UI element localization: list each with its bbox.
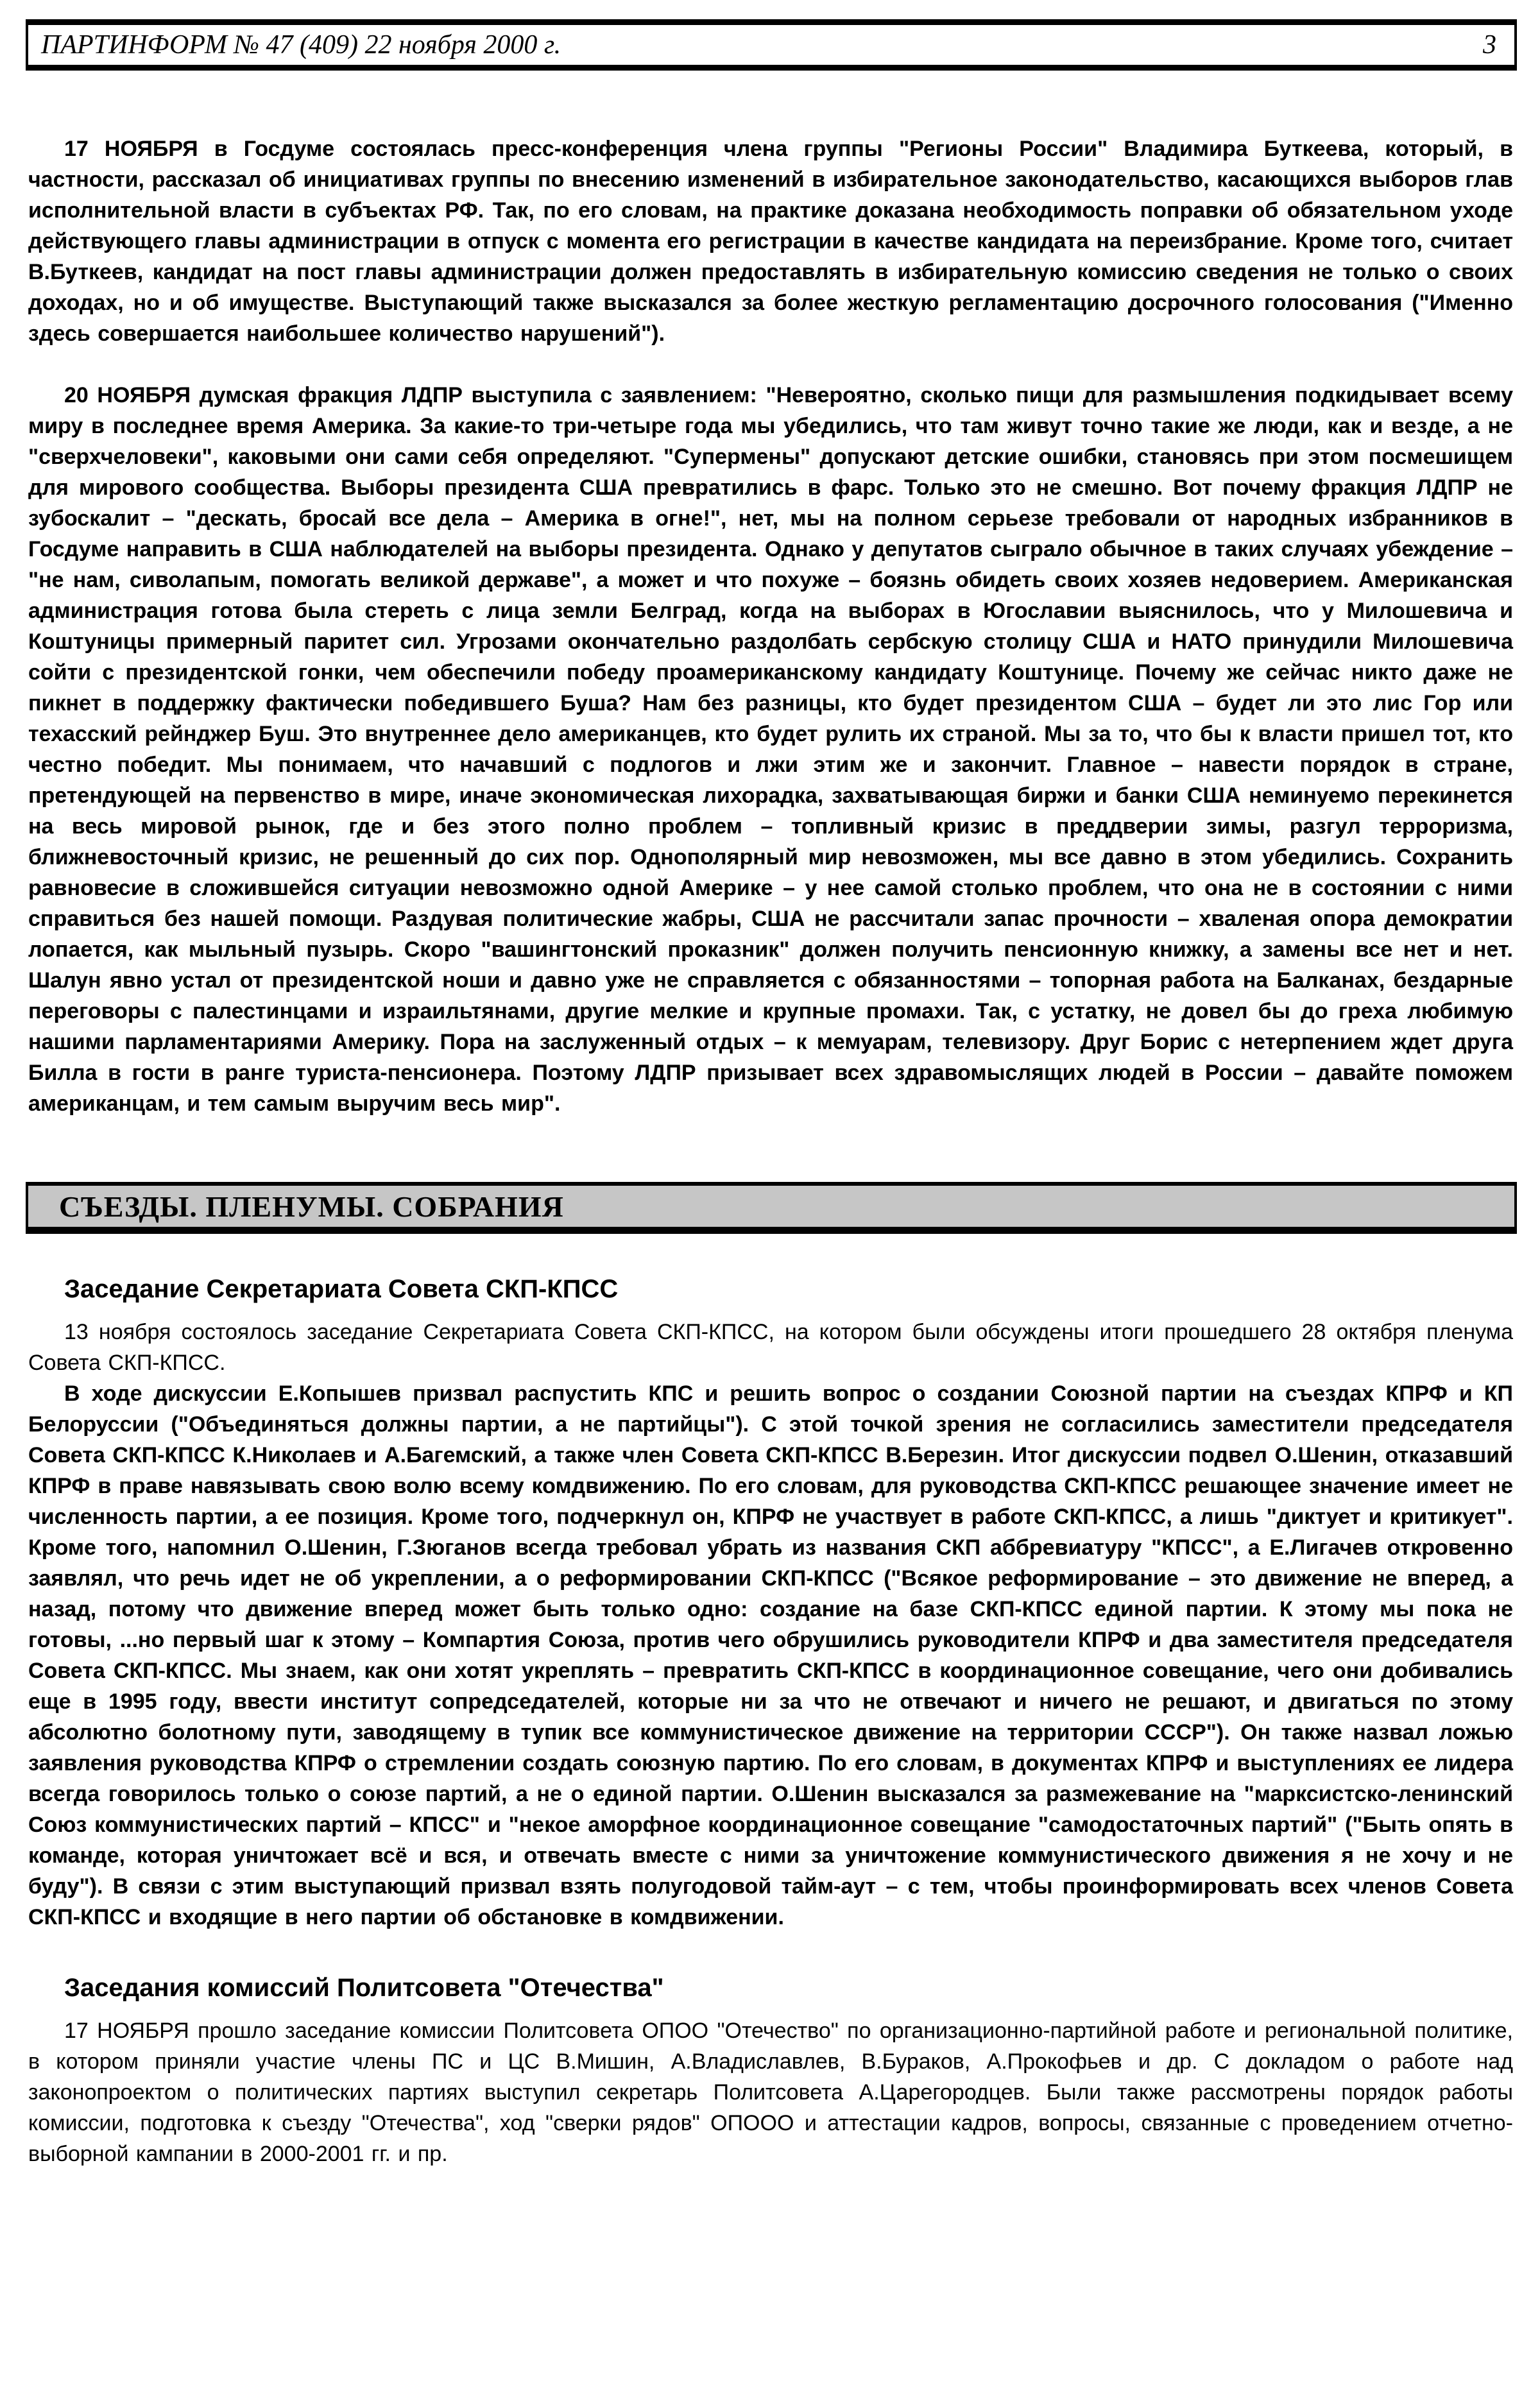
section-title: СЪЕЗДЫ. ПЛЕНУМЫ. СОБРАНИЯ: [59, 1190, 564, 1223]
page-body: [28, 133, 1513, 1119]
article-paragraph-skp-intro: 13 ноября состоялось заседание Секретариата Совета СКП-КПСС, на котором были обсуждены итоги прошедшего 28 октября пленума Совета СКП-КПСС.: [28, 1320, 1513, 1375]
article-heading-otechestvo: Заседания комиссий Политсовета "Отечества": [64, 1974, 664, 2002]
news-paragraph-ldpr-statement: 20 НОЯБРЯ думская фракция ЛДПР выступила с заявлением: "Невероятно, сколько пищи для размышления подкидывает всему миру в последнее время Америка. За какие-то три-четыре года мы убедились, что там живут точно такие же люди, как и везде, а не "сверхчеловеки", каковыми они сами себя определяют. "Супермены" допускают детские ошибки, становясь при этом посмешищем для мирового сообщества. Выборы президента США превратились в фарс. Только это не смешно. Вот почему фракция ЛДПР не зубоскалит – "дескать, бросай все дела – Америка в огне!", нет, мы на полном серьезе требовали от народных избранников в Госдуме направить в США наблюдателей на выборы президента. Однако у депутатов сыграло обычное в таких случаях убеждение – "не нам, сиволапым, помогать великой державе", а может и что похуже – боязнь обидеть своих хозяев недоверием. Американская администрация готова была стереть с лица земли Белград, когда на выборах в Югославии выяснилось, что у Милошевича и Коштуницы примерный паритет сил. Угрозами окончательно раздолбать сербскую столицу США и НАТО принудили Милошевича сойти с президентской гонки, чем обеспечили победу проамериканскому кандидату Коштунице. Почему же сейчас никто даже не пикнет в поддержку фактически победившего Буша? Нам без разницы, кто будет президентом США – будет ли это лис Гор или техасский рейнджер Буш. Это внутреннее дело американцев, кто будет рулить их страной. Мы за то, что бы к власти пришел тот, кто честно победит. Мы понимаем, что начавший с подлогов и лжи этим же и закончит. Главное – навести порядок в стране, претендующей на первенство в мире, иначе экономическая лихорадка, захватывающая биржи и банки США неминуемо перекинется на весь мировой рынок, где и без этого полно проблем – топливный кризис в преддверии зимы, разгул терроризма, ближневосточный кризис, не решенный до сих пор. Однополярный мир невозможен, мы все давно в этом убедились. Сохранить равновесие в сложившейся ситуации невозможно одной Америке – у нее самой столько проблем, что она не в состоянии с ними справиться без нашей помощи. Раздувая политические жабры, США не рассчитали запас прочности – хваленая опора демократии лопается, как мыльный пузырь. Скоро "вашингтонский проказник" должен получить пенсионную книжку, а замены все нет и нет. Шалун явно устал от президентской ноши и давно уже не справляется с обязанностями – топорная работа на Балканах, бездарные переговоры с палестинцами и израильтянами, другие мелкие и крупные промахи. Так, с устатку, не довел бы до греха любимую нашими парламентариями Америку. Пора на заслуженный отдых – к мемуарам, телевизору. Друг Борис с нетерпением ждет друга Билла в гости в ранге туриста-пенсионера. Поэтому ЛДПР призывает всех здравомыслящих людей в России – давайте поможем американцам, и тем самым выручим весь мир".: [28, 383, 1513, 1116]
article-heading-skp-kpss: Заседание Секретариата Совета СКП-КПСС: [64, 1275, 619, 1303]
article-paragraph-otechestvo: 17 НОЯБРЯ прошло заседание комиссии Политсовета ОПОО "Отечество" по организационно-партийной работе и региональной политике, в котором приняли участие члены ПС и ЦС В.Мишин, А.Владиславлев, В.Бураков, А.Прокофьев и др. С докладом о работе над законопроектом о политических партиях выступил секретарь Политсовета А.Царегородцев. Были также рассмотрены порядок работы комиссии, подготовка к съезду "Отечества", ход "сверки рядов" ОПООО и аттестации кадров, вопросы, связанные с проведением отчетно-выборной кампании в 2000-2001 гг. и пр.: [28, 2019, 1513, 2166]
page-header: [26, 19, 1517, 71]
section-body: [28, 1275, 1513, 2169]
newsletter-page: [0, 19, 1540, 2401]
page-number: 3: [1483, 30, 1496, 60]
news-paragraph-butkeev: 17 НОЯБРЯ в Госдуме состоялась пресс-конференция члена группы "Регионы России" Владимира Буткеева, который, в частности, рассказал об инициативах группы по внесению изменений в избирательное законодательство, касающихся выборов глав исполнительной власти в субъектах РФ. Так, по его словам, на практике доказана необходимость поправки об обязательном уходе действующего главы администрации в отпуск с момента его регистрации в качестве кандидата на переизбрание. Кроме того, считает В.Буткеев, кандидат на пост главы администрации должен предоставлять в избирательную комиссию сведения не только о своих доходах, но и об имуществе. Выступающий также высказался за более жесткую регламентацию досрочного голосования ("Именно здесь совершается наибольшее количество нарушений").: [28, 137, 1513, 346]
article-paragraph-skp-discussion: В ходе дискуссии Е.Копышев призвал распустить КПС и решить вопрос о создании Союзной партии на съездах КПРФ и КП Белоруссии ("Объединяться должны партии, а не партийцы"). С этой точкой зрения не согласились заместители председателя Совета СКП-КПСС К.Николаев и А.Багемский, а также член Совета СКП-КПСС В.Березин. Итог дискуссии подвел О.Шенин, отказавший КПРФ в праве навязывать свою волю всему комдвижению. По его словам, для руководства СКП-КПСС решающее значение имеет не численность партии, а ее позиция. Кроме того, подчеркнул он, КПРФ не участвует в работе СКП-КПСС, а лишь "диктует и критикует". Кроме того, напомнил О.Шенин, Г.Зюганов всегда требовал убрать из названия СКП аббревиатуру "КПСС", а Е.Лигачев откровенно заявлял, что речь идет не об укреплении, а о реформировании СКП-КПСС ("Всякое реформирование – это движение не вперед, а назад, потому что движение вперед может быть только одно: создание на базе СКП-КПСС единой партии. К этому мы пока не готовы, ...но первый шаг к этому – Компартия Союза, против чего обрушились руководители КПРФ и два заместителя председателя Совета СКП-КПСС. Мы знаем, как они хотят укреплять – превратить СКП-КПСС в координационное совещание, чего они добивались еще в 1995 году, ввести институт сопредседателей, которые ни за что не отвечают и ничего не решают, и двигаться по этому абсолютно болотному пути, заводящему в тупик все коммунистическое движение на территории СССР"). Он также назвал ложью заявления руководства КПРФ о стремлении создать союзную партию. По его словам, в документах КПРФ и выступлениях ее лидера всегда говорилось только о союзе партий, а не о единой партии. О.Шенин высказался за размежевание на "марксистско-ленинский Союз коммунистических партий – КПСС" и "некое аморфное координационное совещание "самодостаточных партий" ("Быть опять в команде, которая уничтожает всё и вся, и отвечать вместе с ними за уничтожение коммунистического движения я не хочу и не буду"). В связи с этим выступающий призвал взять полугодовой тайм-аут – с тем, чтобы проинформировать всех членов Совета СКП-КПСС и входящие в него партии об обстановке в комдвижении.: [28, 1381, 1513, 1929]
section-header-bar: [26, 1182, 1517, 1234]
newsletter-title: ПАРТИНФОРМ № 47 (409) 22 ноября 2000 г.: [41, 30, 561, 60]
